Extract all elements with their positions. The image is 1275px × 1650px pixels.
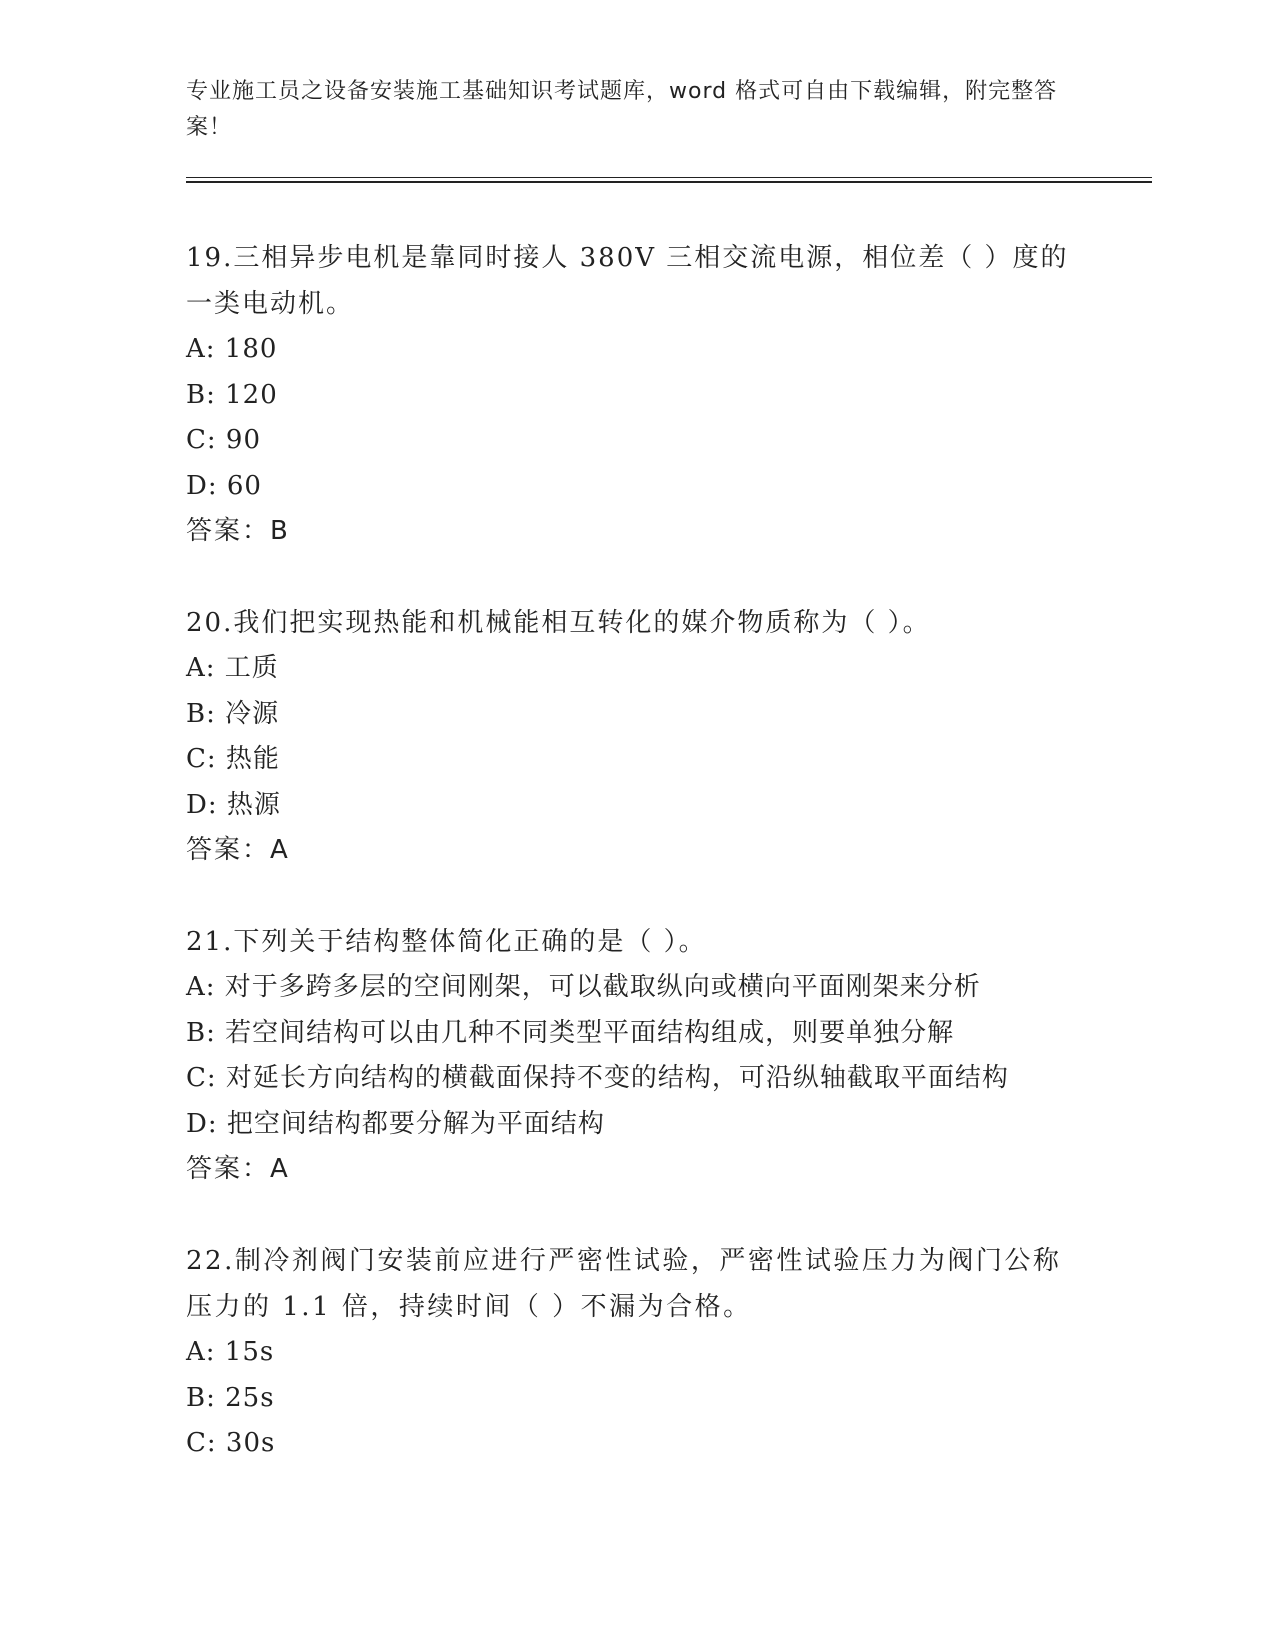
option-c: C: 30s xyxy=(186,1428,276,1458)
document-header-note: 专业施工员之设备安装施工基础知识考试题库，word 格式可自由下载编辑，附完整答案！ xyxy=(186,79,1058,140)
question-21 xyxy=(186,919,1086,1192)
option-c: C: 热能 xyxy=(186,744,280,774)
header-divider-thick xyxy=(186,181,1152,183)
option-a: A: 对于多跨多层的空间刚架，可以截取纵向或横向平面刚架来分析 xyxy=(186,972,981,1002)
option-d: D: 60 xyxy=(186,470,262,501)
option-b: B: 冷源 xyxy=(186,698,280,729)
header-divider-thin xyxy=(186,177,1152,178)
answer-line: 答案：B xyxy=(186,516,290,546)
option-d: D: 热源 xyxy=(186,789,281,820)
option-d: D: 把空间结构都要分解为平面结构 xyxy=(186,1108,605,1139)
option-b: B: 25s xyxy=(186,1382,275,1413)
question-stem: 22.制冷剂阀门安装前应进行严密性试验，严密性试验压力为阀门公称压力的 1.1 倍，持续时间（ ）不漏为合格。 xyxy=(186,1246,1062,1322)
option-a: A: 180 xyxy=(186,334,278,364)
option-a: A: 15s xyxy=(186,1337,275,1367)
option-c: C: 对延长方向结构的横截面保持不变的结构，可沿纵轴截取平面结构 xyxy=(186,1063,1009,1093)
option-b: B: 120 xyxy=(186,379,278,410)
question-22 xyxy=(186,1238,1086,1467)
question-list xyxy=(186,235,1086,1513)
option-c: C: 90 xyxy=(186,425,262,455)
question-stem: 19.三相异步电机是靠同时接人 380V 三相交流电源，相位差（ ）度的一类电动机。 xyxy=(186,243,1069,319)
question-20 xyxy=(186,600,1086,873)
answer-line: 答案：A xyxy=(186,835,290,865)
question-stem: 20.我们把实现热能和机械能相互转化的媒介物质称为（ ）。 xyxy=(186,608,931,638)
option-b: B: 若空间结构可以由几种不同类型平面结构组成，则要单独分解 xyxy=(186,1017,955,1048)
option-a: A: 工质 xyxy=(186,653,279,683)
question-19 xyxy=(186,235,1086,554)
question-stem: 21.下列关于结构整体简化正确的是（ ）。 xyxy=(186,927,707,957)
answer-line: 答案：A xyxy=(186,1154,290,1184)
